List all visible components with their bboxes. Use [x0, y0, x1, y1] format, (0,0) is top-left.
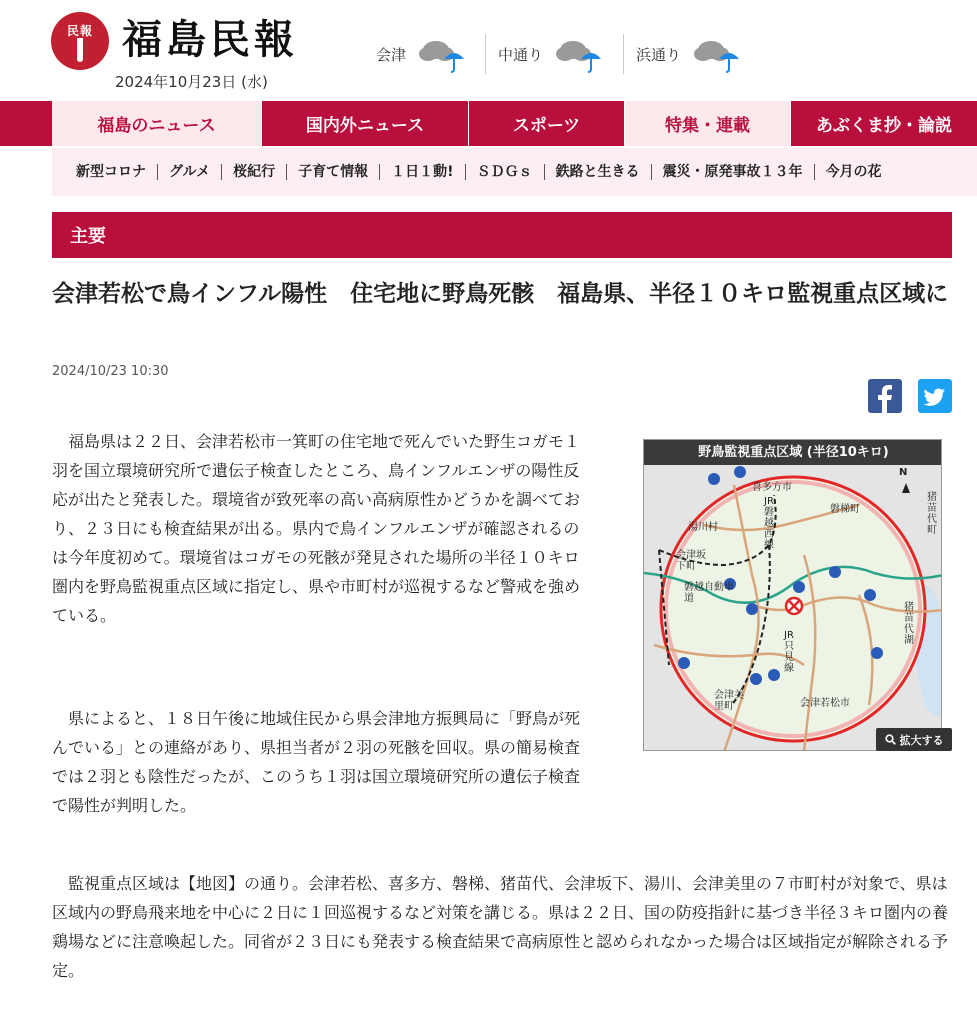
- map-graphic: [644, 465, 942, 751]
- map-label-jr-tadami: JR只見線: [784, 630, 794, 674]
- logo-badge-text: 民報: [66, 24, 93, 38]
- subnav-item[interactable]: 子育て情報: [286, 164, 379, 180]
- enlarge-map-button[interactable]: [876, 728, 952, 751]
- twitter-share-button[interactable]: [918, 379, 952, 413]
- current-date: 2024年10月23日 (水): [115, 73, 268, 91]
- nav-bar-edge: [0, 101, 52, 146]
- subnav-item[interactable]: グルメ: [157, 164, 221, 180]
- nav-item-fukushima-news[interactable]: 福島のニュース: [52, 101, 262, 146]
- sub-nav: [52, 148, 977, 196]
- subnav-item[interactable]: 新型コロナ: [76, 164, 146, 180]
- map-label-misato: 会津美里町: [714, 690, 744, 712]
- site-header: [0, 0, 977, 100]
- subnav-item[interactable]: １日１動!: [379, 164, 464, 180]
- article-headline: 会津若松で鳥インフル陽性 住宅地に野鳥死骸 福島県、半径１０キロ監視重点区域に: [52, 281, 949, 307]
- map-label-kitakata: 喜多方市: [752, 482, 792, 493]
- nav-item-domestic-international[interactable]: 国内外ニュース: [262, 101, 469, 146]
- map-title: 野鳥監視重点区域 (半径10キロ): [644, 440, 942, 465]
- weather-separator: [623, 34, 624, 74]
- subnav-item[interactable]: 鉄路と生きる: [544, 164, 651, 180]
- weather-nakadori[interactable]: [498, 34, 605, 74]
- twitter-bird-icon: [918, 379, 952, 413]
- map-label-bandai: 磐梯町: [830, 504, 860, 515]
- map-label-jr-banetsu: JR磐越西線: [764, 496, 774, 551]
- subnav-item[interactable]: 震災・原発事故１３年: [651, 164, 814, 180]
- weather-hamadori[interactable]: [636, 34, 743, 74]
- map-label-wakamatsu: 会津若松市: [800, 698, 850, 709]
- pen-icon: [77, 38, 83, 62]
- cloud-rain-icon: [418, 35, 468, 73]
- weather-region-label: 会津: [376, 45, 407, 64]
- map-label-yugawa: 湯川村: [688, 522, 718, 533]
- map-label-expressway: 磐越自動車道: [684, 582, 734, 604]
- logo[interactable]: [51, 12, 109, 70]
- facebook-icon: [868, 379, 902, 413]
- subnav-item[interactable]: 今月の花: [814, 164, 893, 180]
- map-label-bange: 会津坂下町: [676, 550, 706, 572]
- weather-region-label: 浜通り: [636, 45, 682, 64]
- article-timestamp: 2024/10/23 10:30: [52, 364, 169, 379]
- map-label-lake: 猪苗代湖: [904, 602, 914, 646]
- section-heading: 主要: [52, 212, 952, 258]
- article-paragraph: 県によると、１８日午後に地域住民から県会津地方振興局に「野鳥が死んでいる」との連絡があり、県担当者が２羽の死骸を回収。県の簡易検査では２羽とも陰性だったが、このうち１羽は国立環境研究所の遺伝子検査で陽性が判明した。: [52, 709, 581, 815]
- article-paragraph: 福島県は２２日、会津若松市一箕町の住宅地で死んでいた野生コガモ１羽を国立環境研究所で遺伝子検査したところ、鳥インフルエンザの陽性反応が出たと発表した。環境省が致死率の高い高病原性かどうかを調べており、２３日にも検査結果が出る。県内で鳥インフルエンザが確認されるのは今年度初めて。環境省はコガモの死骸が発見された場所の半径１０キロ圏内を野鳥監視重点区域に指定し、県や市町村が巡視するなど警戒を強めている。: [52, 432, 581, 625]
- enlarge-label: 拡大する: [899, 733, 944, 747]
- facebook-share-button[interactable]: [868, 379, 902, 413]
- cloud-rain-icon: [555, 35, 605, 73]
- map-north-label: N: [899, 467, 908, 478]
- nav-item-editorial[interactable]: あぶくま抄・論説: [816, 116, 952, 136]
- surveillance-area-map[interactable]: [643, 439, 942, 751]
- nav-item-features[interactable]: 特集・連載: [625, 101, 791, 146]
- weather-region-label: 中通り: [498, 45, 544, 64]
- map-label-inawashiro: 猪苗代町: [927, 492, 937, 536]
- subnav-item[interactable]: ＳＤＧｓ: [465, 164, 544, 180]
- nav-item-sports[interactable]: スポーツ: [469, 101, 625, 146]
- site-title[interactable]: 福島民報: [122, 16, 298, 63]
- cloud-rain-icon: [693, 35, 743, 73]
- weather-aizu[interactable]: [376, 34, 468, 74]
- subnav-item[interactable]: 桜紀行: [221, 164, 286, 180]
- article-paragraph: 監視重点区域は【地図】の通り。会津若松、喜多方、磐梯、猪苗代、会津坂下、湯川、会津美里の７市町村が対象で、県は区域内の野鳥飛来地を中心に２日に１回巡視するなど対策を講じる。県は２２日、国の防疫指針に基づき半径３キロ圏内の養鶏場などに注意喚起した。同省が２３日にも発表する検査結果で高病原性と認められなかった場合は区域指定が解除される予定。: [52, 874, 949, 980]
- weather-separator: [485, 34, 486, 74]
- main-nav: [52, 101, 977, 146]
- magnifier-icon: [885, 734, 896, 745]
